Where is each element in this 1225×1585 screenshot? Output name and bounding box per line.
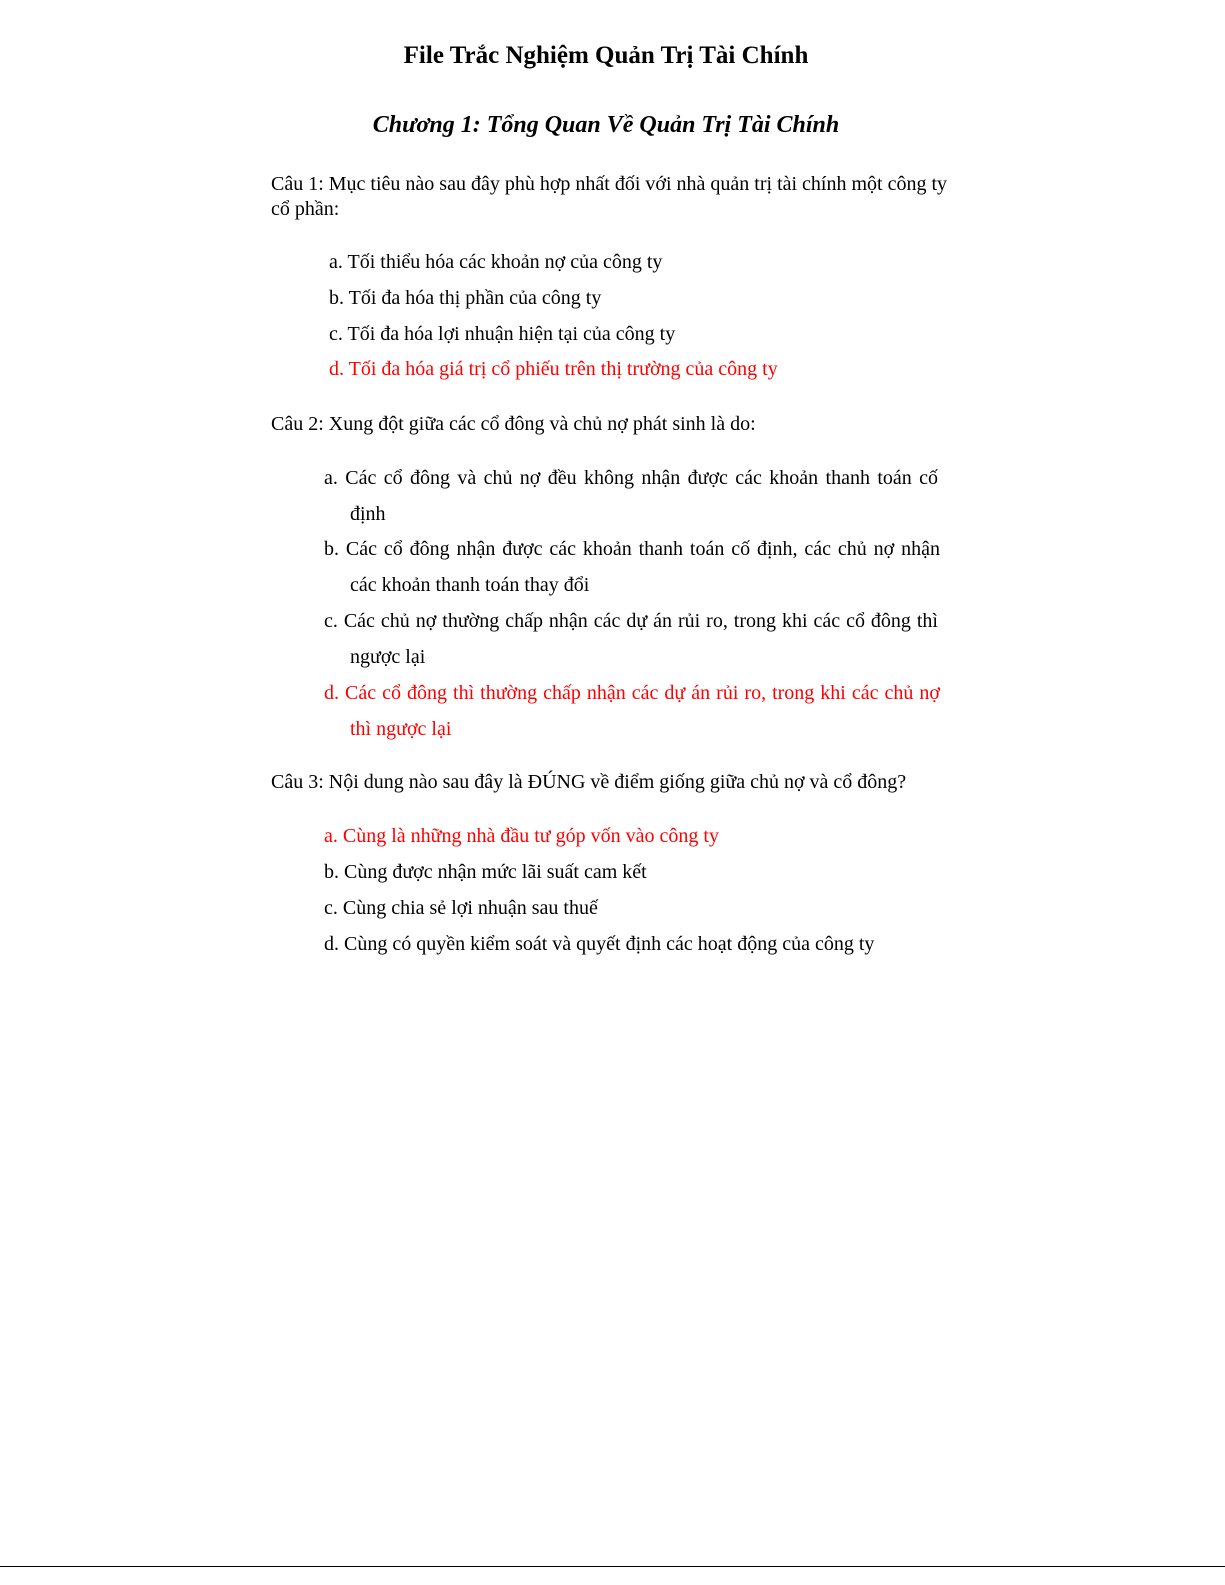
question-1-option-c: c. Tối đa hóa lợi nhuận hiện tại của công ty xyxy=(329,323,676,345)
page-bottom-border xyxy=(0,1566,1225,1567)
document-title: File Trắc Nghiệm Quản Trị Tài Chính xyxy=(403,42,809,69)
question-2-option-c: c. Các chủ nợ thường chấp nhận các dự án rủi ro, trong khi các cổ đông thì ngược lại xyxy=(324,610,938,668)
question-2: Câu 2: Xung đột giữa các cổ đông và chủ nợ phát sinh là do: xyxy=(271,413,756,435)
question-3-option-d: d. Cùng có quyền kiểm soát và quyết định các hoạt động của công ty xyxy=(324,933,875,955)
question-1-option-a: a. Tối thiểu hóa các khoản nợ của công ty xyxy=(329,251,663,273)
question-3-option-c: c. Cùng chia sẻ lợi nhuận sau thuế xyxy=(324,897,598,919)
question-3-option-a-correct: a. Cùng là những nhà đầu tư góp vốn vào công ty xyxy=(324,825,719,847)
question-1-option-d-correct: d. Tối đa hóa giá trị cổ phiếu trên thị trường của công ty xyxy=(329,358,778,380)
question-2-option-b: b. Các cổ đông nhận được các khoản thanh toán cố định, các chủ nợ nhận các khoản thanh toán thay đổi xyxy=(324,538,940,596)
question-2-option-d-correct: d. Các cổ đông thì thường chấp nhận các dự án rủi ro, trong khi các chủ nợ thì ngược lại xyxy=(324,682,940,740)
question-1: Câu 1: Mục tiêu nào sau đây phù hợp nhất đối với nhà quản trị tài chính một công ty cổ phần: xyxy=(271,173,948,220)
question-1-option-b: b. Tối đa hóa thị phần của công ty xyxy=(329,287,602,309)
question-3-option-b: b. Cùng được nhận mức lãi suất cam kết xyxy=(324,861,647,883)
question-3: Câu 3: Nội dung nào sau đây là ĐÚNG về điểm giống giữa chủ nợ và cổ đông? xyxy=(271,771,907,793)
question-2-option-a: a. Các cổ đông và chủ nợ đều không nhận được các khoản thanh toán cố định xyxy=(324,467,938,525)
chapter-title: Chương 1: Tổng Quan Về Quản Trị Tài Chính xyxy=(372,112,840,138)
